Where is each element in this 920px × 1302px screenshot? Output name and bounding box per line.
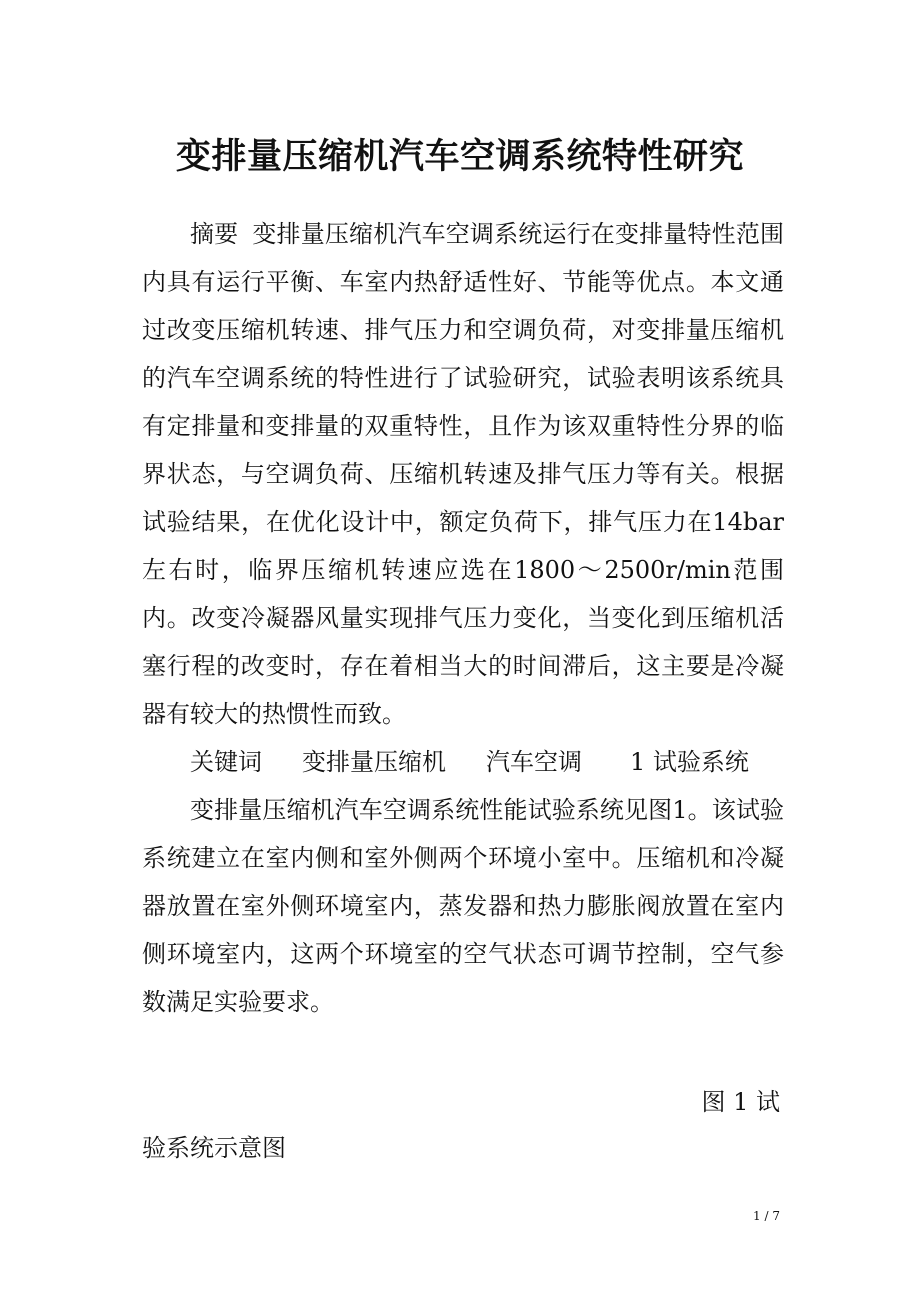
keywords-line <box>142 738 784 786</box>
document-title: 变排量压缩机汽车空调系统特性研究 <box>175 137 744 178</box>
figure-caption-part1: 图 1 试 <box>701 1088 780 1116</box>
abstract-text: 变排量压缩机汽车空调系统运行在变排量特性范围内具有运行平衡、车室内热舒适性好、节能等优点。本文通过改变压缩机转速、排气压力和空调负荷，对变排量压缩机的汽车空调系统的特性进行了试验研究，试验表明该系统具有定排量和变排量的双重特性，且作为该双重特性分界的临界状态，与空调负荷、压缩机转速及排气压力等有关。根据试验结果，在优化设计中，额定负荷下，排气压力在14bar左右时，临界压缩机转速应选在1800～2500r/min范围内。改变冷凝器风量实现排气压力变化，当变化到压缩机活塞行程的改变时，存在着相当大的时间滞后，这主要是冷凝器有较大的热惯性而致。 <box>142 220 785 728</box>
abstract-label: 摘要 <box>190 220 239 248</box>
section-paragraph: 变排量压缩机汽车空调系统性能试验系统见图1。该试验系统建立在室内侧和室外侧两个环境小室中。压缩机和冷凝器放置在室外侧环境室内，蒸发器和热力膨胀阀放置在室内侧环境室内，这两个环境室的空气状态可调节控制，空气参数满足实验要求。 <box>142 796 784 1016</box>
figure-caption-part2: 验系统示意图 <box>142 1134 286 1162</box>
keyword-1: 变排量压缩机 <box>302 748 446 776</box>
abstract-paragraph <box>142 210 784 738</box>
page-number: 1 / 7 <box>753 1209 780 1223</box>
keywords-label: 关键词 <box>190 748 262 776</box>
keyword-2: 汽车空调 <box>486 748 582 776</box>
section-heading: 1 试验系统 <box>630 748 749 776</box>
